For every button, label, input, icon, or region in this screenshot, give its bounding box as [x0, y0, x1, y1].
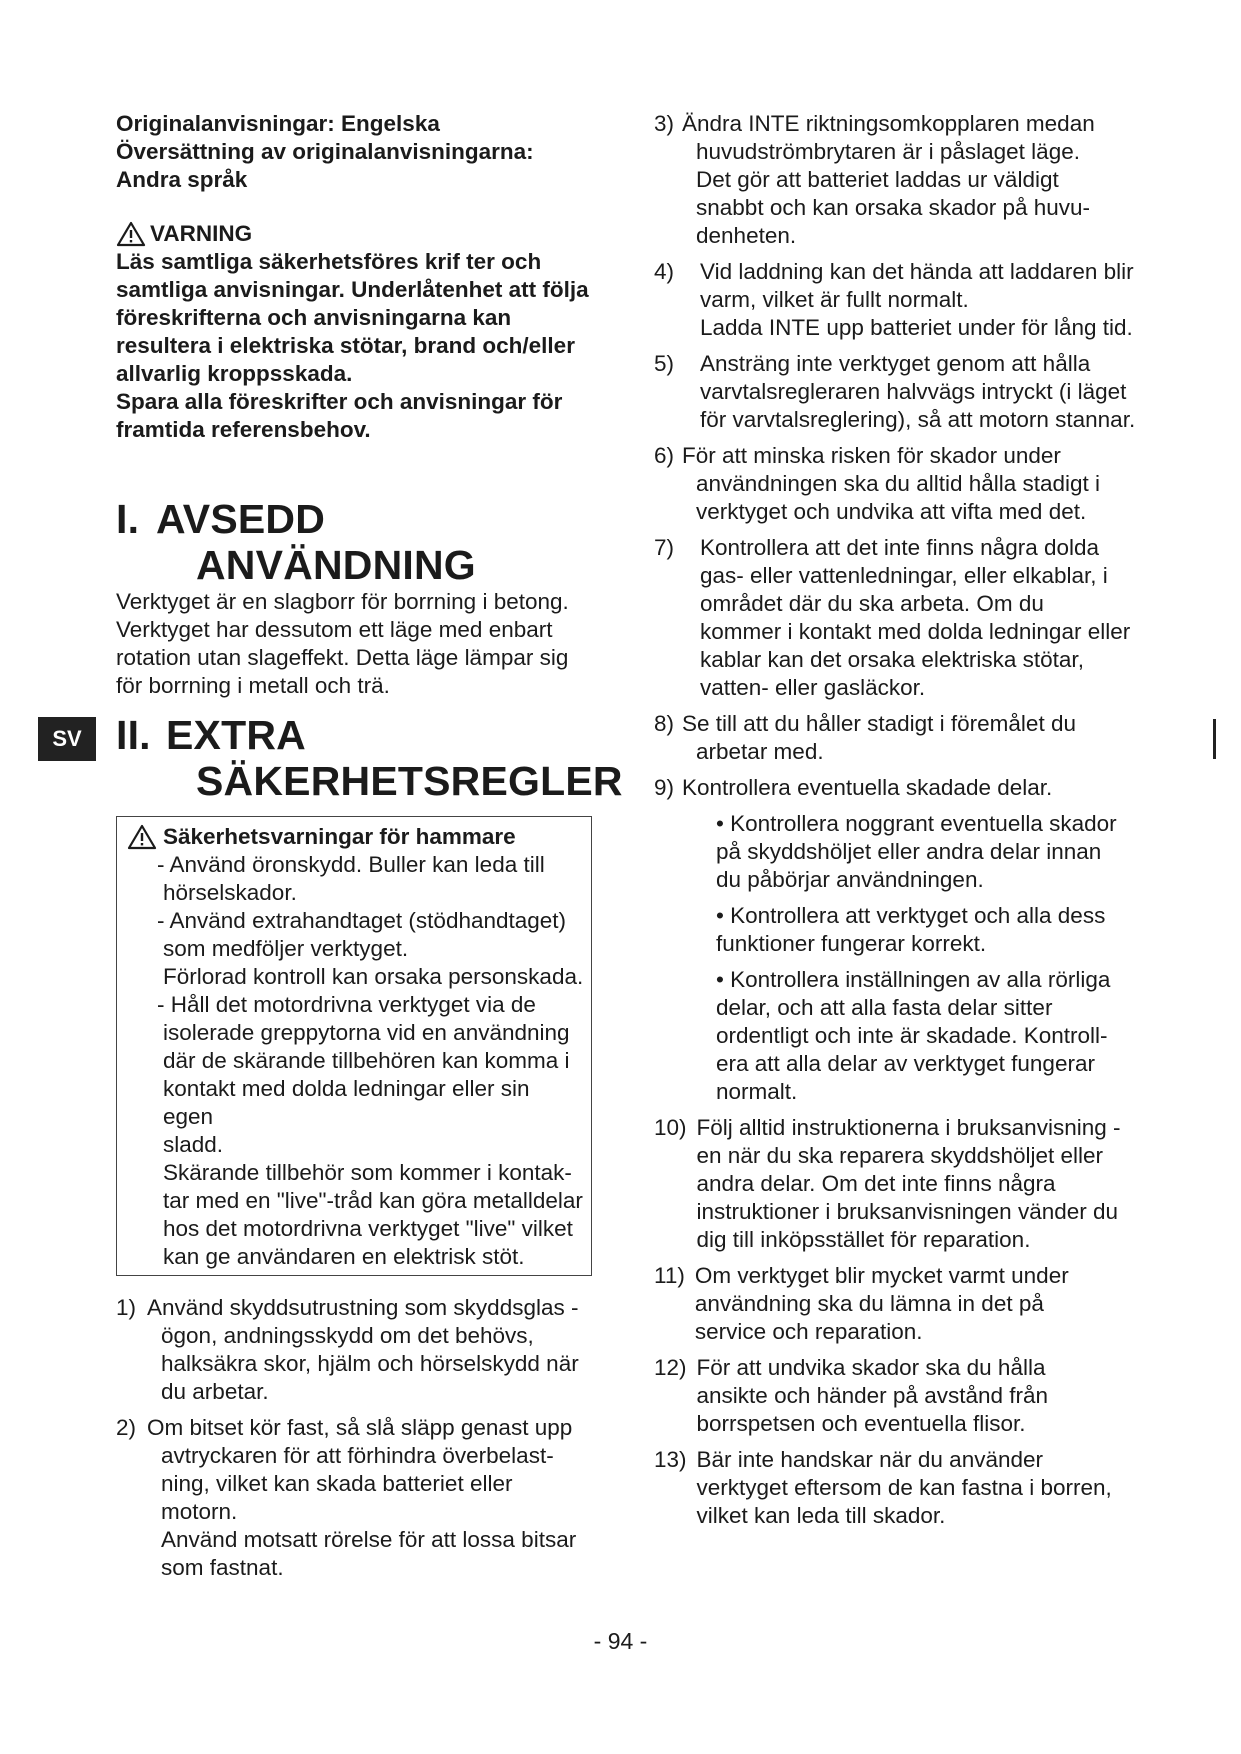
section-2-number: II.	[116, 712, 151, 758]
item-line: arbetar med.	[696, 739, 824, 764]
item-line: Kontrollera att det inte finns några dolda	[700, 535, 1100, 560]
left-numbered-list	[116, 1294, 596, 1582]
warning-triangle-icon	[127, 824, 157, 850]
list-item-6	[654, 442, 1144, 526]
item-line: andra delar. Om det inte finns några	[696, 1171, 1056, 1196]
warning-title: VARNING	[150, 221, 253, 246]
warning-line: föreskrifterna och anvisningarna kan	[116, 305, 512, 330]
hammer-box-title: Säkerhetsvarningar för hammare	[163, 824, 516, 849]
box-line: - Håll det motordrivna verktyget via de	[157, 992, 536, 1017]
warning-triangle-icon	[116, 221, 146, 247]
bullet-line: ordentligt och inte är skadade. Kontroll-	[716, 1023, 1108, 1048]
item-line: verktyget eftersom de kan fastna i borren,	[696, 1475, 1112, 1500]
list-item-5	[654, 350, 1144, 434]
list-item-11	[654, 1262, 1144, 1346]
box-line: sladd.	[163, 1132, 224, 1157]
item-number: 3)	[654, 111, 675, 136]
item-line: ögon, andningsskydd om det behövs,	[161, 1323, 534, 1348]
margin-change-bar	[1213, 719, 1216, 759]
list-item-13	[654, 1446, 1144, 1530]
item-line: vatten- eller gasläckor.	[700, 675, 926, 700]
bullet-line: • Kontrollera noggrant eventuella skador	[716, 811, 1117, 836]
box-line: där de skärande tillbehören kan komma i	[163, 1048, 570, 1073]
item-line: en när du ska reparera skyddshöljet eller	[696, 1143, 1104, 1168]
box-line: tar med en "live"-tråd kan göra metalldelar	[163, 1188, 583, 1213]
box-line: isolerade greppytorna vid en användning	[163, 1020, 570, 1045]
item-line: avtryckaren för att förhindra överbelast-	[161, 1443, 554, 1468]
item-line: halksäkra skor, hjälm och hörselskydd när	[161, 1351, 579, 1376]
box-line: hörselskador.	[163, 880, 297, 905]
item-text	[687, 1354, 1144, 1438]
item-line: dig till inköpsstället för reparation.	[696, 1227, 1031, 1252]
item-text	[674, 110, 1144, 250]
item-line: Ansträng inte verktyget genom att hålla	[700, 351, 1091, 376]
left-column	[116, 110, 623, 1590]
box-line: - Använd öronskydd. Buller kan leda till	[157, 852, 545, 877]
item-number: 7)	[654, 535, 675, 560]
right-column	[654, 110, 1144, 1538]
item-text	[687, 1114, 1144, 1254]
item-line: huvudströmbrytaren är i påslaget läge.	[696, 139, 1080, 164]
item-line: instruktioner i bruksanvisningen vänder du	[696, 1199, 1119, 1224]
item-line: Använd skyddsutrustning som skyddsglas -	[147, 1295, 579, 1320]
box-line: - Använd extrahandtaget (stödhandtaget)	[157, 908, 567, 933]
body-line: för borrning i metall och trä.	[116, 673, 390, 698]
bullet-item	[654, 966, 1144, 1106]
list-item-2	[116, 1414, 596, 1582]
item-line: området där du ska arbeta. Om du	[700, 591, 1044, 616]
item-line: Det gör att batteriet laddas ur väldigt	[696, 167, 1059, 192]
list-item-10	[654, 1114, 1144, 1254]
bullet-item	[654, 810, 1144, 894]
section-1-body	[116, 588, 596, 700]
list-item-8	[654, 710, 1144, 766]
warning-line: samtliga anvisningar. Underlåtenhet att följa	[116, 277, 589, 302]
item-line: varvtalsregleraren halvvägs intryckt (i läget	[700, 379, 1127, 404]
bullet-line: • Kontrollera att verktyget och alla dess	[716, 903, 1106, 928]
item-line: ning, vilket kan skada batteriet eller	[161, 1471, 513, 1496]
item-line: användning ska du lämna in det på	[694, 1291, 1044, 1316]
item-line: du arbetar.	[161, 1379, 269, 1404]
bullet-line: funktioner fungerar korrekt.	[716, 931, 987, 956]
item-line: som fastnat.	[161, 1555, 284, 1580]
item-text	[685, 1262, 1144, 1346]
item-line: Använd motsatt rörelse för att lossa bitsar	[161, 1527, 577, 1552]
item-text	[674, 774, 1144, 802]
original-instructions-line: Originalanvisningar: Engelska	[116, 111, 440, 136]
item-number: 10)	[654, 1115, 687, 1140]
item-line: Kontrollera eventuella skadade delar.	[682, 775, 1053, 800]
item-number: 11)	[654, 1263, 685, 1288]
item-number: 12)	[654, 1355, 687, 1380]
section-1-number: I.	[116, 496, 140, 542]
hammer-box-heading	[127, 823, 585, 851]
section-2-title-line1: EXTRA	[166, 712, 306, 758]
warning-line: resultera i elektriska stötar, brand och/eller	[116, 333, 575, 358]
item-text	[136, 1294, 596, 1406]
box-line: kan ge användaren en elektrisk stöt.	[163, 1244, 525, 1269]
box-line: hos det motordrivna verktyget "live" vilket	[163, 1216, 573, 1241]
item-line: Se till att du håller stadigt i föremålet du	[682, 711, 1076, 736]
item-line: vilket kan leda till skador.	[696, 1503, 946, 1528]
bullet-line: du påbörjar användningen.	[716, 867, 984, 892]
body-line: rotation utan slageffekt. Detta läge lämpar sig	[116, 645, 569, 670]
item-line: Ladda INTE upp batteriet under för lång tid.	[700, 315, 1133, 340]
item-text	[700, 258, 1144, 342]
section-1-title-line1: AVSEDD	[156, 496, 326, 542]
list-item-1	[116, 1294, 596, 1406]
box-line: kontakt med dolda ledningar eller sin egen	[163, 1076, 530, 1129]
box-line: Förlorad kontroll kan orsaka personskada.	[163, 964, 584, 989]
translation-line: Översättning av originalanvisningarna:	[116, 139, 534, 164]
bullet-line: delar, och att alla fasta delar sitter	[716, 995, 1053, 1020]
item-line: Följ alltid instruktionerna i bruksanvisning -	[696, 1115, 1121, 1140]
item-number: 1)	[116, 1295, 137, 1320]
section-1-heading	[116, 496, 596, 588]
hammer-box-body	[127, 851, 585, 1271]
box-line: som medföljer verktyget.	[163, 936, 409, 961]
item-line: ansikte och händer på avstånd från	[696, 1383, 1049, 1408]
bullet-line: på skyddshöljet eller andra delar innan	[716, 839, 1102, 864]
item-number: 4)	[654, 259, 675, 284]
list-item-12	[654, 1354, 1144, 1438]
item-line: Om verktyget blir mycket varmt under	[694, 1263, 1069, 1288]
body-line: Verktyget är en slagborr för borrning i betong.	[116, 589, 569, 614]
body-line: Verktyget har dessutom ett läge med enbart	[116, 617, 553, 642]
item-line: kablar kan det orsaka elektriska stötar,	[700, 647, 1084, 672]
section-2-heading	[116, 712, 623, 804]
warning-line: Läs samtliga säkerhetsföres krif ter och	[116, 249, 542, 274]
item-line: För att minska risken för skador under	[682, 443, 1061, 468]
language-tab: SV	[38, 717, 96, 761]
warning-heading	[116, 220, 596, 248]
item-line: För att undvika skador ska du hålla	[696, 1355, 1046, 1380]
item-text	[687, 1446, 1144, 1530]
section-1-title-line2: ANVÄNDNING	[196, 542, 476, 588]
item-line: motorn.	[161, 1499, 238, 1524]
bullet-line: • Kontrollera inställningen av alla rörliga	[716, 967, 1111, 992]
item-text	[674, 442, 1144, 526]
bullet-item	[654, 902, 1144, 958]
item-line: varm, vilket är fullt normalt.	[700, 287, 969, 312]
item-number: 6)	[654, 443, 675, 468]
list-item-9	[654, 774, 1144, 802]
item-number: 9)	[654, 775, 675, 800]
item-number: 2)	[116, 1415, 137, 1440]
item-line: borrspetsen och eventuella flisor.	[696, 1411, 1026, 1436]
item-number: 8)	[654, 711, 675, 736]
item-text	[136, 1414, 596, 1582]
item-text	[700, 350, 1144, 434]
list-item-4	[654, 258, 1144, 342]
item-line: Ändra INTE riktningsomkopplaren medan	[682, 111, 1095, 136]
item-number: 5)	[654, 351, 675, 376]
list-item-3	[654, 110, 1144, 250]
page-number: - 94 -	[593, 1628, 648, 1654]
item-line: Bär inte handskar när du använder	[696, 1447, 1044, 1472]
warning-line: framtida referensbehov.	[116, 417, 371, 442]
warning-line: allvarlig kroppsskada.	[116, 361, 353, 386]
item-text	[700, 534, 1144, 702]
item-number: 13)	[654, 1447, 687, 1472]
item-line: denheten.	[696, 223, 797, 248]
list-item-7	[654, 534, 1144, 702]
bullet-line: normalt.	[716, 1079, 798, 1104]
box-line: Skärande tillbehör som kommer i kontak-	[163, 1160, 572, 1185]
bullet-line: era att alla delar av verktyget fungerar	[716, 1051, 1095, 1076]
item-line: användningen ska du alltid hålla stadigt i	[696, 471, 1101, 496]
section-2-title-line2: SÄKERHETSREGLER	[196, 758, 623, 804]
warning-text	[116, 248, 596, 444]
item-line: kommer i kontakt med dolda ledningar eller	[700, 619, 1131, 644]
item-line: Vid laddning kan det hända att laddaren blir	[700, 259, 1134, 284]
item-line: Om bitset kör fast, så slå släpp genast upp	[147, 1415, 573, 1440]
item-line: verktyget och undvika att vifta med det.	[696, 499, 1087, 524]
hammer-safety-box	[116, 816, 592, 1276]
item-line: snabbt och kan orsaka skador på huvu-	[696, 195, 1091, 220]
item-line: för varvtalsreglering), så att motorn stannar.	[700, 407, 1136, 432]
warning-line: Spara alla föreskrifter och anvisningar för	[116, 389, 563, 414]
item-line: gas- eller vattenledningar, eller elkablar, i	[700, 563, 1108, 588]
item-text	[674, 710, 1144, 766]
other-languages-line: Andra språk	[116, 167, 248, 192]
item-line: service och reparation.	[694, 1319, 923, 1344]
